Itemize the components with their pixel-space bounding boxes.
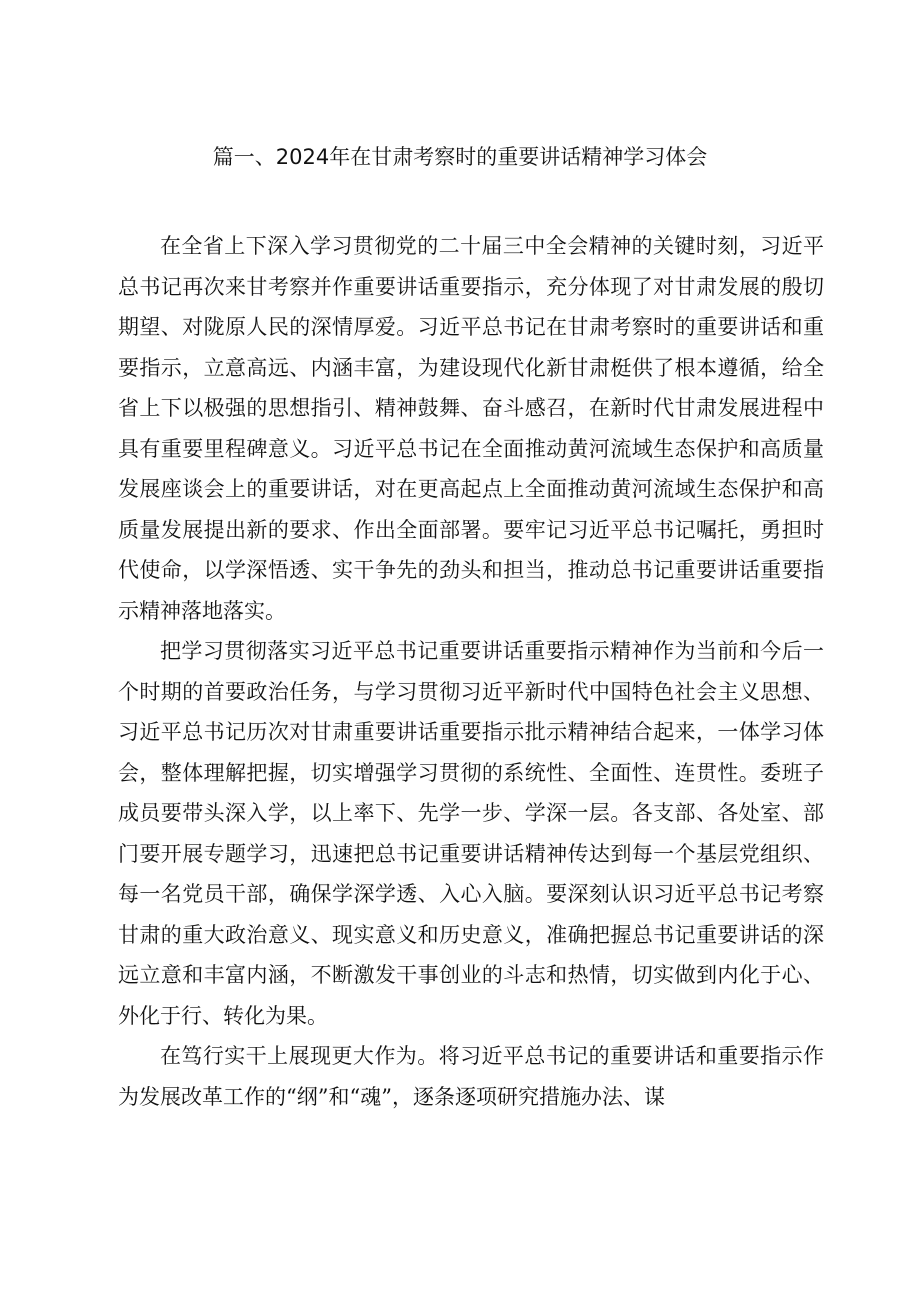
paragraph-2: 把学习贯彻落实习近平总书记重要讲话重要指示精神作为当前和今后一个时期的首要政治任务，与学习贯彻习近平新时代中国特色社会主义思想、习近平总书记历次对甘肃重要讲话重要指示批示精神结合起来，一体学习体会，整体理解把握，切实增强学习贯彻的系统性、全面性、连贯性。委班子成员要带头深入学，以上率下、先学一步、学深一层。各支部、各处室、部门要开展专题学习，迅速把总书记重要讲话精神传达到每一个基层党组织、每一名党员干部，确保学深学透、入心入脑。要深刻认识习近平总书记考察甘肃的重大政治意义、现实意义和历史意义，准确把握总书记重要讲话的深远立意和丰富内涵，不断激发干事创业的斗志和热情，切实做到内化于心、外化于行、转化为果。 xyxy=(118,639,824,1028)
paragraph-3: 在笃行实干上展现更大作为。将习近平总书记的重要讲话和重要指示作为发展改革工作的“纲”和“魂”，逐条逐项研究措施办法、谋 xyxy=(118,1044,824,1109)
paragraph-1: 在全省上下深入学习贯彻党的二十届三中全会精神的关键时刻，习近平总书记再次来甘考察并作重要讲话重要指示，充分体现了对甘肃发展的殷切期望、对陇原人民的深情厚爱。习近平总书记在甘肃考察时的重要讲话和重要指示，立意高远、内涵丰富，为建设现代化新甘肃梃供了根本遵循，给全省上下以极强的思想指引、精神鼓舞、奋斗感召，在新时代甘肃发展进程中具有重要里程碑意义。习近平总书记在全面推动黄河流域生态保护和高质量发展座谈会上的重要讲话，对在更高起点上全面推动黄河流域生态保护和高质量发展提出新的要求、作出全面部署。要牢记习近平总书记嘱托，勇担时代使命，以学深悟透、实干争先的劲头和担当，推动总书记重要讲话重要指示精神落地落实。 xyxy=(118,234,824,623)
document-title: 篇一、2024年在甘肃考察时的重要讲话精神学习体会 xyxy=(212,145,708,169)
document-body xyxy=(118,226,824,1117)
